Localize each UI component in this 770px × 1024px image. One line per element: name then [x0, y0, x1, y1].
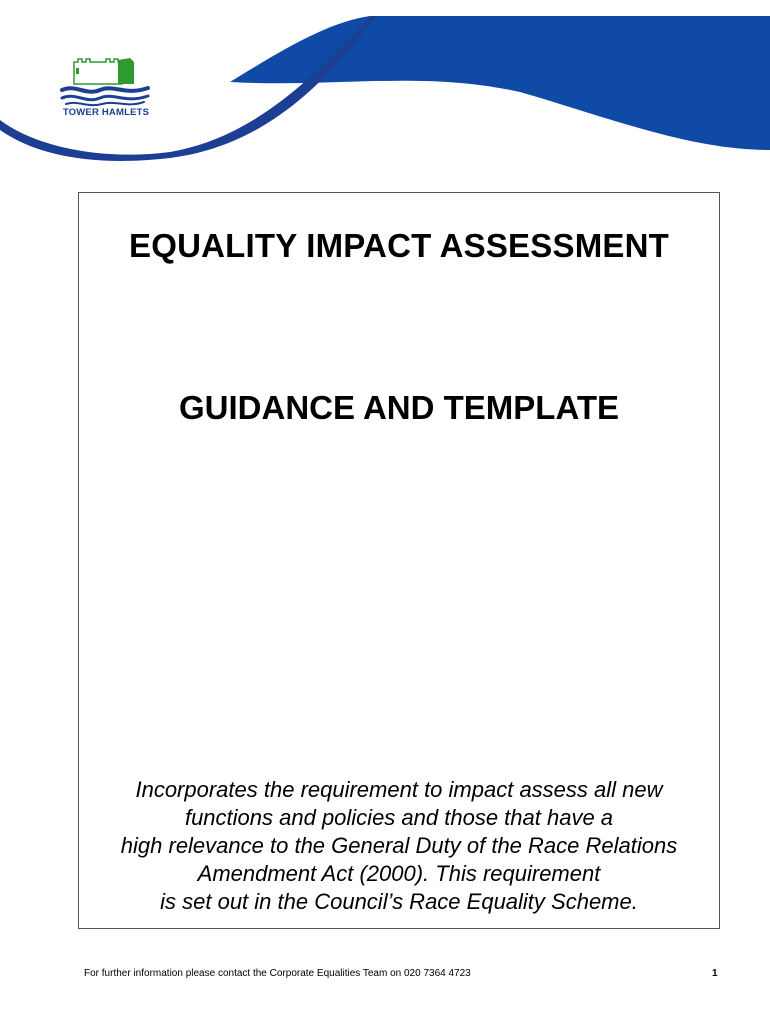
logo-wordmark: TOWER HAMLETS: [62, 107, 150, 118]
intro-line: Incorporates the requirement to impact assess all new: [135, 777, 663, 802]
intro-line: Amendment Act (2000). This requirement: [197, 861, 601, 886]
document-subtitle: GUIDANCE AND TEMPLATE: [179, 389, 619, 426]
castle-icon: [74, 58, 134, 84]
intro-paragraph: [79, 776, 719, 916]
footer-contact-note: For further information please contact the Corporate Equalities Team on 020 7364 4723: [84, 968, 471, 979]
document-title: EQUALITY IMPACT ASSESSMENT: [129, 227, 669, 264]
intro-line: functions and policies and those that have a: [184, 805, 614, 830]
river-waves-icon: [62, 88, 148, 105]
page-number: 1: [712, 968, 718, 979]
intro-line: high relevance to the General Duty of the Race Relations: [120, 833, 678, 858]
intro-line: is set out in the Council’s Race Equality Scheme.: [160, 889, 638, 914]
cover-frame: [78, 192, 720, 929]
